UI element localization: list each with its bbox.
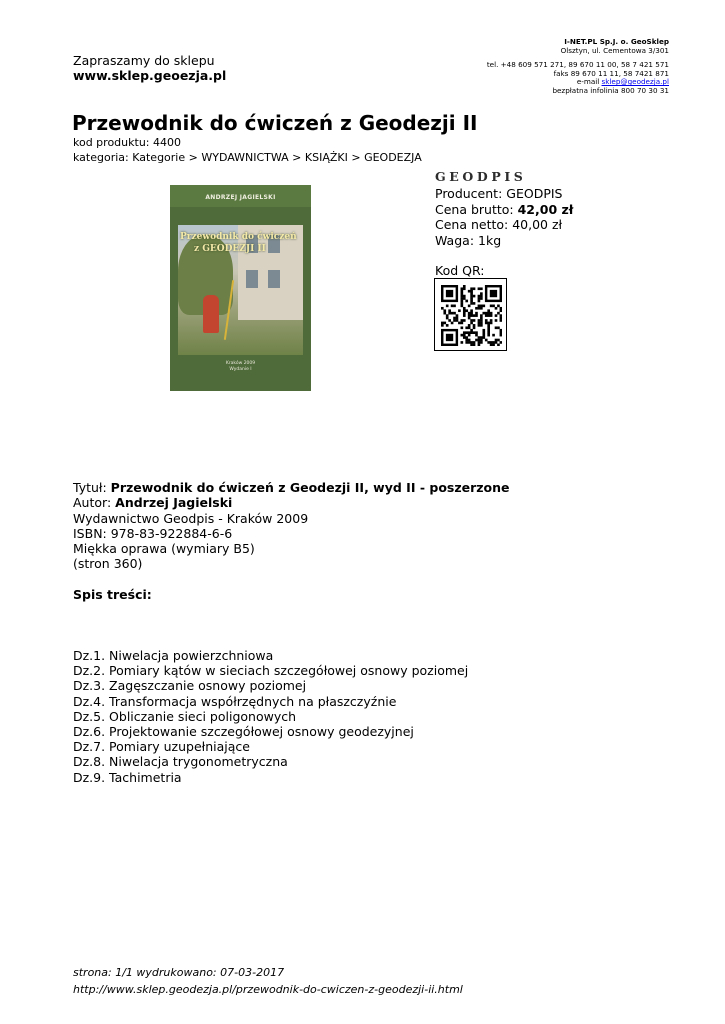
toc-heading: Spis treści:	[73, 587, 152, 602]
invite-text: Zapraszamy do sklepu	[73, 53, 215, 68]
company-email: e-mail sklep@geodezja.pl	[576, 77, 669, 87]
company-address: Olsztyn, ul. Cementowa 3/301	[560, 45, 669, 55]
detail-isbn: ISBN: 978-83-922884-6-6	[73, 525, 233, 541]
cover-title: Przewodnik do ćwiczeń z GEODEZJI II	[180, 232, 297, 254]
qr-label: Kod QR:	[435, 263, 485, 278]
detail-author: Autor: Andrzej Jagielski	[73, 495, 233, 511]
page-footer	[73, 964, 463, 998]
shop-invite	[73, 53, 226, 83]
product-title: Przewodnik do ćwiczeń z Geodezji II	[72, 111, 478, 135]
detail-publisher: Wydawnictwo Geodpis - Kraków 2009	[73, 510, 309, 526]
cover-author: ANDRZEJ JAGIELSKI	[205, 194, 276, 201]
company-name: I-NET.PL Sp.J. o. GeoSklep	[564, 37, 669, 46]
qr-code-icon	[434, 278, 507, 351]
toc-item: Dz.5. Obliczanie sieci poligonowych	[73, 708, 297, 724]
qr-code	[441, 285, 502, 346]
toc-item: Dz.4. Transformacja współrzędnych na płaszczyźnie	[73, 693, 397, 709]
gross-price-line: Cena brutto: 42,00 zł	[435, 201, 574, 217]
toc-item: Dz.1. Niwelacja powierzchniowa	[73, 648, 274, 663]
product-code: kod produktu: 4400	[73, 136, 181, 149]
toc-item: Dz.2. Pomiary kątów w sieciach szczegółowej osnowy poziomej	[73, 663, 469, 679]
gross-price: 42,00 zł	[517, 201, 574, 217]
company-info	[487, 38, 669, 96]
toc-list	[73, 648, 468, 785]
toc-item: Dz.6. Projektowanie szczegółowej osnowy geodezyjnej	[73, 724, 414, 740]
weight: Waga: 1kg	[435, 232, 502, 248]
product-category: kategoria: Kategorie > WYDAWNICTWA > KSIĄŻKI > GEODEZJA	[73, 150, 422, 164]
toc-item: Dz.3. Zagęszczanie osnowy poziomej	[73, 678, 307, 694]
producer-line: Producent: GEODPIS	[435, 186, 563, 201]
cover-bottom: Kraków 2009 Wydanie I	[225, 361, 256, 372]
footer-page-info: strona: 1/1 wydrukowano: 07-03-2017	[73, 966, 285, 979]
toc-item: Dz.8. Niwelacja trygonometryczna	[73, 754, 288, 770]
detail-title: Tytuł: Przewodnik do ćwiczeń z Geodezji II, wyd II - poszerzone	[73, 480, 510, 495]
company-tel: tel. +48 609 571 271, 89 670 11 00, 58 7 421 571	[486, 60, 669, 70]
book-cover-image	[170, 185, 311, 391]
company-hotline: bezpłatna infolinia 800 70 30 31	[552, 85, 669, 95]
detail-binding: Miękka oprawa (wymiary B5)	[73, 541, 255, 557]
toc-item: Dz.7. Pomiary uzupełniające	[73, 739, 250, 755]
detail-pages: (stron 360)	[73, 556, 143, 572]
producer-logo: GEODPIS	[435, 169, 527, 184]
shop-url-link[interactable]: www.sklep.geoezja.pl	[73, 68, 227, 83]
book-details	[73, 480, 510, 572]
product-meta	[73, 136, 422, 165]
email-link[interactable]: sklep@geodezja.pl	[601, 77, 669, 87]
product-info	[435, 186, 573, 248]
toc-item: Dz.9. Tachimetria	[73, 769, 182, 785]
net-price: Cena netto: 40,00 zł	[435, 217, 563, 232]
company-fax: faks 89 670 11 11, 58 7421 871	[553, 68, 669, 78]
footer-url[interactable]: http://www.sklep.geodezja.pl/przewodnik-do-cwiczen-z-geodezji-ii.html	[73, 983, 463, 996]
